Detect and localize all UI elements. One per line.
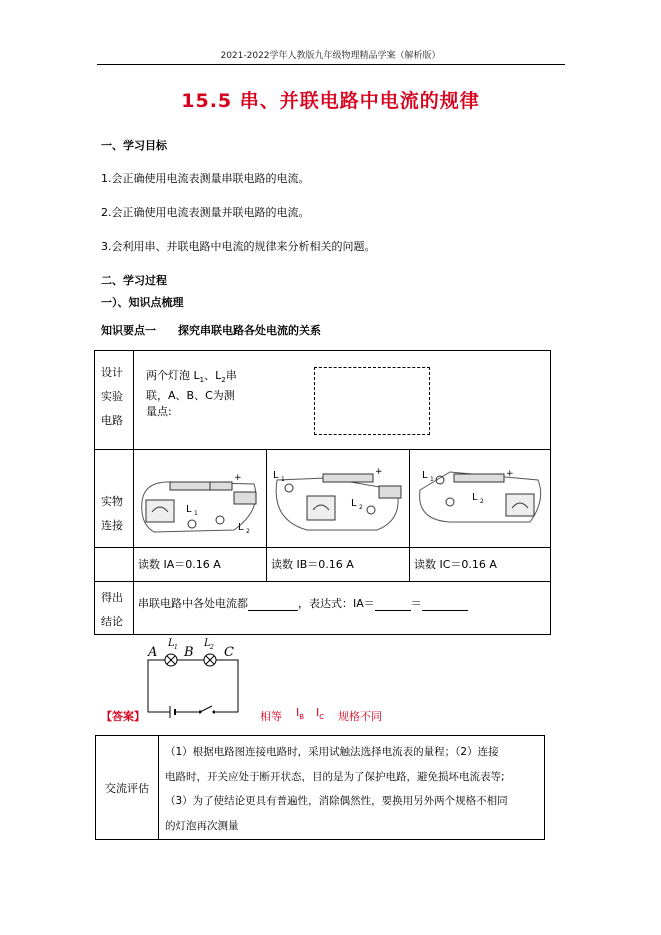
conclusion-cell [134,582,551,635]
answer-ib: $I_B$ [296,706,305,722]
answer-spec: 规格不同 [338,710,382,723]
goal-item-2: 2.会正确使用电流表测量并联电路的电流。 [101,206,310,219]
point-a-label: A [148,645,158,660]
svg-text:+: + [234,473,242,483]
section1-heading: 一、学习目标 [101,139,167,152]
page-title: 15.5 串、并联电路中电流的规律 [181,90,480,112]
answer-tag: 【答案】 [101,710,145,723]
apparatus-image-c [410,450,551,548]
conclusion-label: 得出 结论 [95,582,134,635]
answer-equal: 相等 [260,710,282,723]
series-circuit-diagram [140,634,250,718]
physical-connection-label: 实物 连接 [95,450,134,548]
svg-text:2: 2 [210,644,214,651]
conclusion-blank-3[interactable] [422,597,468,611]
svg-text:2: 2 [246,528,250,535]
knowledge-point-heading: 知识要点一 探究串联电路各处电流的关系 [101,324,321,337]
svg-text:2: 2 [359,504,363,511]
apparatus-a-illustration [134,450,266,544]
experiment-table [94,350,551,635]
apparatus-b-illustration [267,450,409,544]
point-c-label: C [224,645,234,660]
svg-text:2: 2 [480,498,484,505]
header-divider [97,64,565,65]
apparatus-image-b [267,450,410,548]
apparatus-c-illustration [410,450,550,544]
conclusion-blank-2[interactable] [375,597,411,611]
reading-b: 读数 IB＝0.16 A [267,548,410,582]
svg-text:L: L [273,470,279,481]
design-circuit-text: 两个灯泡 $L_1$、$L_2$串 联，A、B、C为测 量点: [146,369,237,419]
answer-ic: $I_C$ [316,706,325,722]
evaluation-table [95,735,545,840]
lamp1-label: L [168,638,175,649]
svg-text:1: 1 [194,510,198,517]
evaluation-label: 交流评估 [96,736,159,840]
conclusion-blank-1[interactable] [248,597,298,611]
svg-text:L: L [422,470,428,481]
svg-text:+: + [375,467,383,477]
svg-text:1: 1 [174,644,178,651]
reading-a: 读数 IA＝0.16 A [134,548,267,582]
svg-text:1: 1 [281,476,285,483]
reading-c: 读数 IC＝0.16 A [410,548,551,582]
design-circuit-label: 设计 实验 电路 [95,351,134,450]
svg-text:L: L [472,492,478,503]
design-circuit-cell [134,351,551,450]
svg-text:+: + [506,469,514,479]
svg-text:L: L [351,498,357,509]
goal-item-1: 1.会正确使用电流表测量串联电路的电流。 [101,172,310,185]
goal-item-3: 3.会利用串、并联电路中电流的规律来分析相关的问题。 [101,240,376,253]
point-b-label: B [184,645,194,660]
section2-heading: 二、学习过程 [101,274,167,287]
conclusion-text-1: 串联电路中各处电流都 [138,597,248,610]
circuit-drawing-box[interactable] [314,367,430,435]
conclusion-text-3: ＝ [410,597,422,610]
reading-label-blank [95,548,134,582]
evaluation-content: （1）根据电路图连接电路时，采用试触法选择电流表的量程；（2）连接 电路时，开关应处于断开状态，目的是为了保护电路，避免损坏电流表等; （3）为了使结论更具有普遍性，消除偶然性，要换用另外两个规格不相同 的灯泡再次测量 [159,736,545,840]
svg-text:L: L [186,504,192,515]
section2-subheading: 一）、知识点梳理 [101,296,184,309]
lamp2-label: L [204,638,211,649]
svg-text:L: L [238,522,244,533]
apparatus-image-a [134,450,267,548]
page-header: 2021-2022学年人教版九年级物理精品学案（解析版） [220,51,441,61]
svg-text:1: 1 [430,476,434,483]
conclusion-text-2: ，表达式：IA＝ [298,597,375,610]
